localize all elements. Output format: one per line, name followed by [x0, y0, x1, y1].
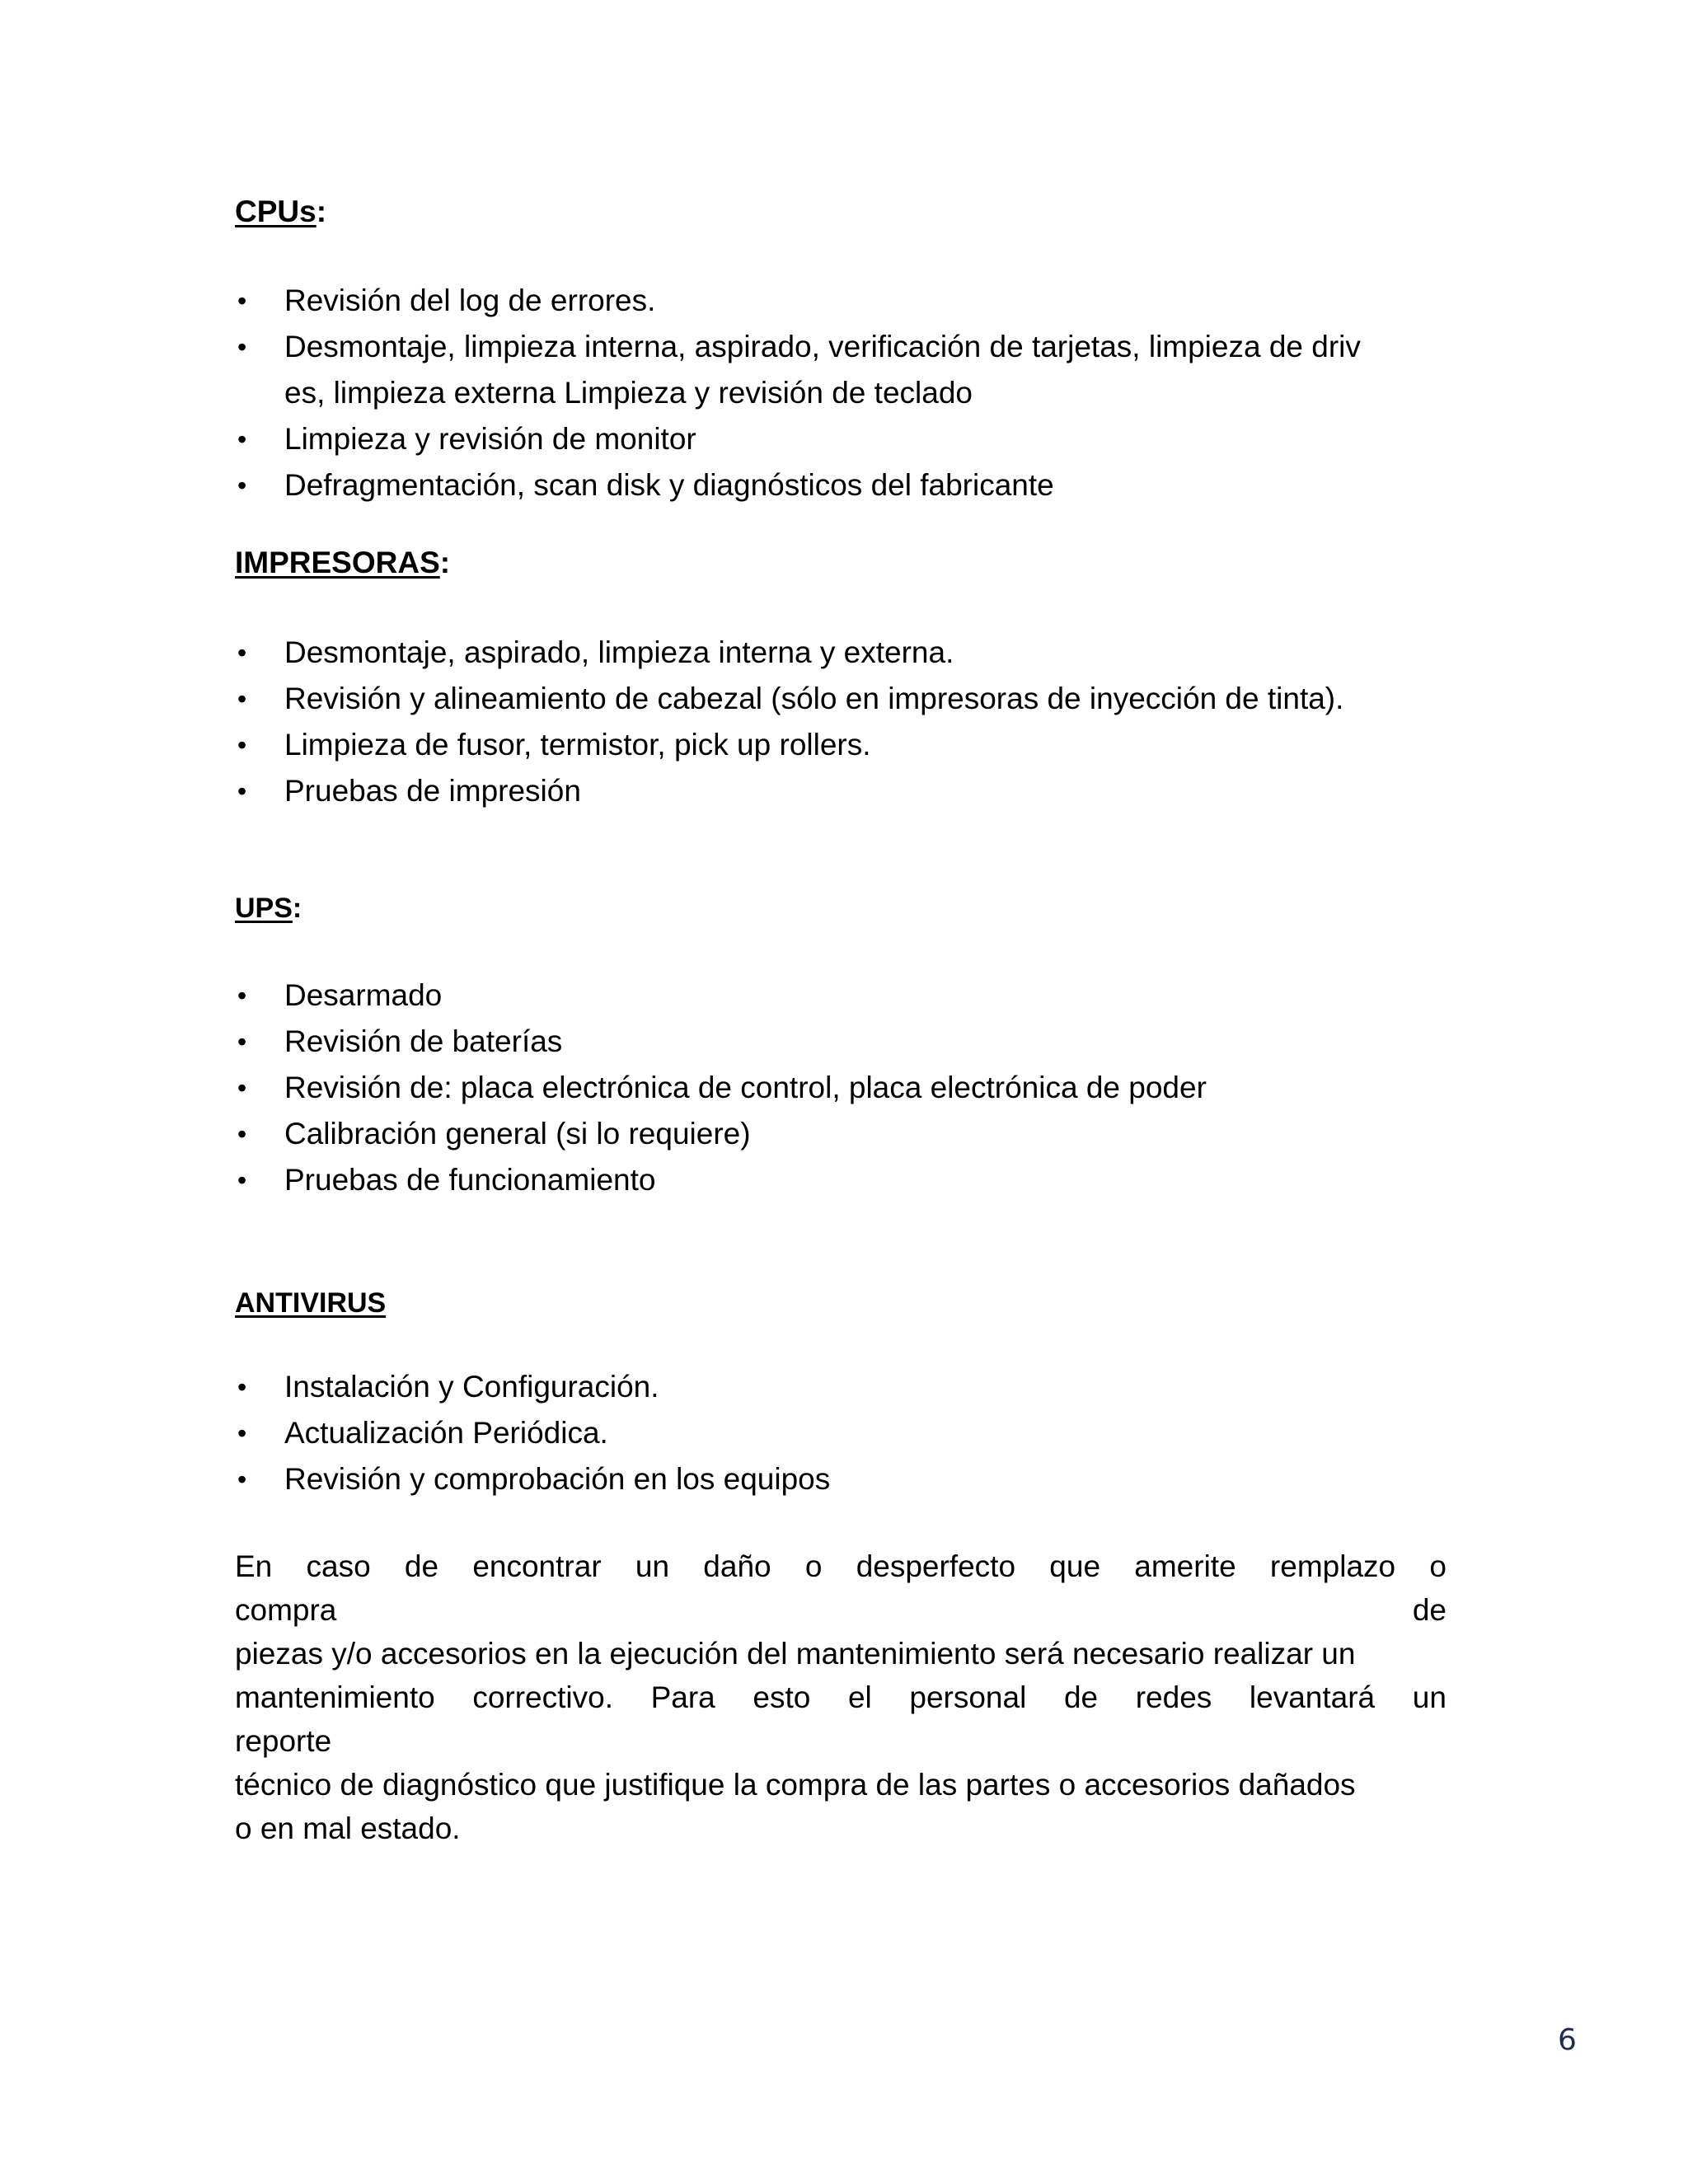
- list-item-continuation: es, limpieza externa Limpieza y revisión de teclado: [284, 376, 973, 410]
- bullet-icon: •: [237, 730, 247, 760]
- closing-paragraph: [235, 1544, 1447, 1850]
- section-heading-impresoras: [235, 546, 1455, 580]
- heading-text: UPS: [235, 893, 293, 924]
- bullet-icon: •: [237, 332, 247, 362]
- list-item: • Revisión de: placa electrónica de control, placa electrónica de poder: [235, 1065, 1455, 1111]
- bullet-icon: •: [237, 1418, 247, 1448]
- list-item: • Revisión y comprobación en los equipos: [235, 1456, 1455, 1502]
- section-heading-cpus: [235, 194, 1455, 229]
- paragraph-line-6: técnico de diagnóstico que justifique la compra de las partes o accesorios dañados: [235, 1768, 1356, 1802]
- bullet-icon: •: [237, 981, 247, 1010]
- bullet-icon: •: [237, 471, 247, 500]
- heading-colon: :: [316, 194, 327, 228]
- list-item: • Pruebas de impresión: [235, 768, 1455, 814]
- paragraph-line-3: piezas y/o accesorios en la ejecución del mantenimiento será necesario realizar un: [235, 1637, 1356, 1671]
- list-item: • Instalación y Configuración.: [235, 1364, 1455, 1410]
- heading-colon: :: [292, 893, 302, 924]
- list-item: • Defragmentación, scan disk y diagnósticos del fabricante: [235, 462, 1455, 509]
- paragraph-line-7: o en mal estado.: [235, 1811, 461, 1845]
- list-item: • Revisión de baterías: [235, 1019, 1455, 1065]
- heading-text: ANTIVIRUS: [235, 1287, 387, 1319]
- heading-colon: :: [439, 546, 451, 579]
- section-heading-ups: [235, 893, 1455, 925]
- paragraph-line-4: mantenimiento correctivo. Para esto el personal de redes levantará un: [235, 1680, 1447, 1714]
- cpus-list: [235, 278, 1455, 509]
- list-item: • Limpieza y revisión de monitor: [235, 416, 1455, 462]
- bullet-icon: •: [237, 1119, 247, 1149]
- bullet-icon: •: [237, 638, 247, 668]
- list-item: • Actualización Periódica.: [235, 1410, 1455, 1456]
- page-number: 6: [1558, 2023, 1577, 2057]
- list-item: • Desmontaje, aspirado, limpieza interna y externa.: [235, 630, 1455, 676]
- heading-text: IMPRESORAS: [235, 546, 440, 579]
- bullet-icon: •: [237, 1465, 247, 1494]
- bullet-icon: •: [237, 286, 247, 316]
- list-item: • Calibración general (si lo requiere): [235, 1111, 1455, 1157]
- bullet-icon: •: [237, 776, 247, 806]
- list-item: • Limpieza de fusor, termistor, pick up rollers.: [235, 722, 1455, 768]
- ups-list: [235, 972, 1455, 1203]
- bullet-icon: •: [237, 1165, 247, 1195]
- section-heading-antivirus: [235, 1287, 1455, 1319]
- list-item: • Pruebas de funcionamiento: [235, 1157, 1455, 1203]
- impresoras-list: [235, 630, 1455, 814]
- list-item: • Desarmado: [235, 972, 1455, 1019]
- bullet-icon: •: [237, 1027, 247, 1057]
- antivirus-list: [235, 1364, 1455, 1502]
- bullet-icon: •: [237, 424, 247, 454]
- bullet-icon: •: [237, 1073, 247, 1103]
- list-item: • Desmontaje, limpieza interna, aspirado, verificación de tarjetas, limpieza de driv: [235, 324, 1455, 370]
- paragraph-line-2: compra de: [235, 1593, 1447, 1627]
- bullet-icon: •: [237, 684, 247, 714]
- heading-text: CPUs: [235, 194, 316, 228]
- list-item: • Revisión y alineamiento de cabezal (sólo en impresoras de inyección de tinta).: [235, 676, 1455, 722]
- paragraph-line-5: reporte: [235, 1724, 332, 1758]
- bullet-icon: •: [237, 1372, 247, 1402]
- list-item: • Revisión del log de errores.: [235, 278, 1455, 324]
- paragraph-line-1: En caso de encontrar un daño o desperfecto que amerite remplazo o: [235, 1549, 1447, 1583]
